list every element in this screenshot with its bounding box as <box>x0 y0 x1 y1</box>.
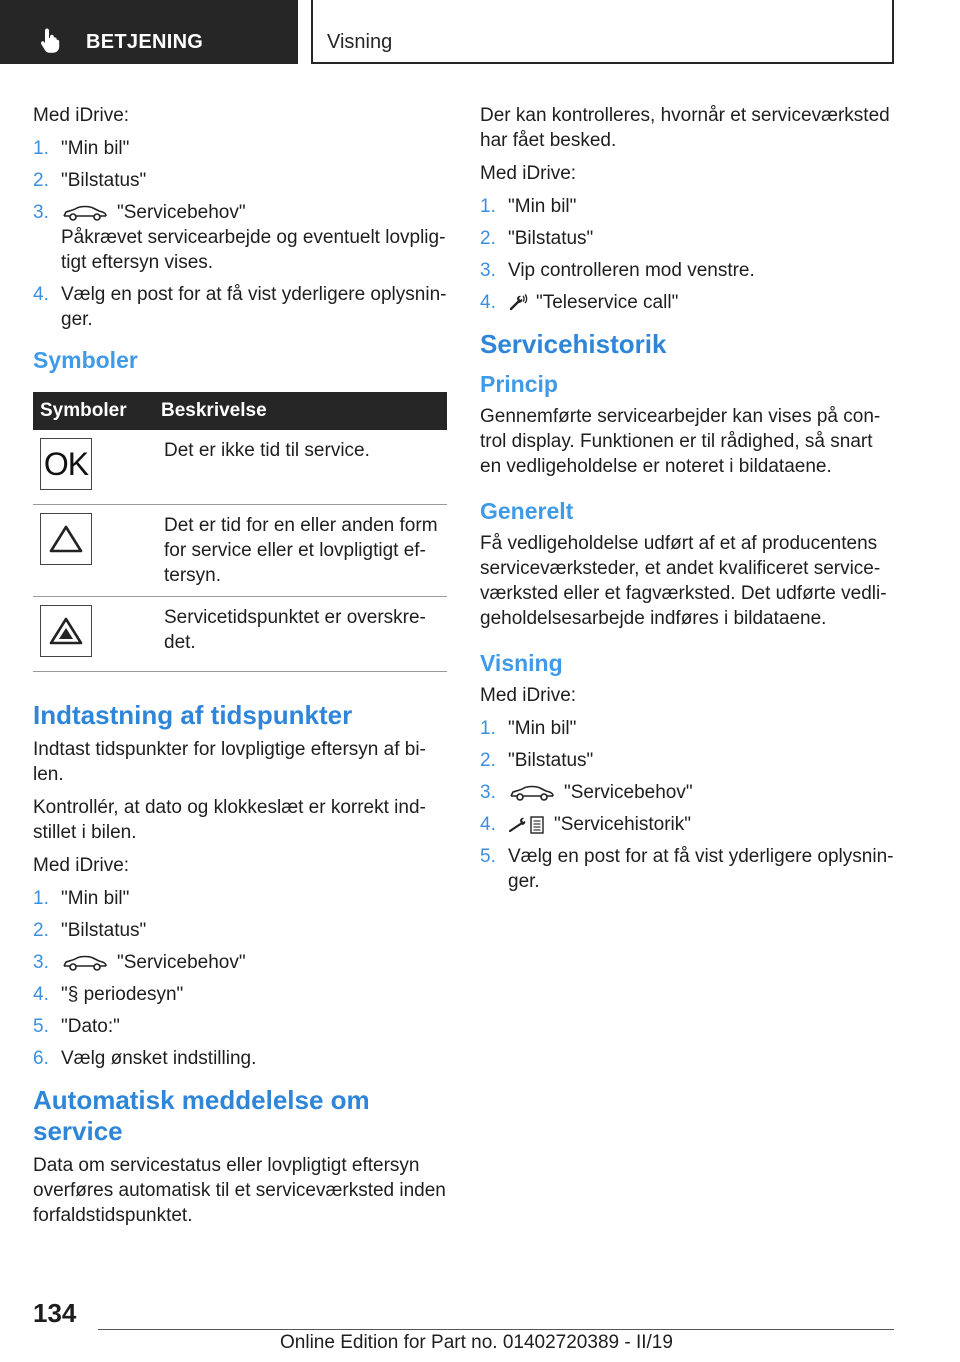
list-text: "Min bil" <box>508 196 577 217</box>
table-header-row <box>33 392 447 430</box>
princip-text: Gennemførte servicearbejder kan vises på con-trol display. Funktionen er til rådighed, så snart en vedligeholdelse er noteret i bildataene. <box>480 406 881 477</box>
steps-list-3 <box>480 194 894 315</box>
list-text: Vip controlleren mod venstre. <box>508 260 755 281</box>
list-text: "Min bil" <box>61 138 130 159</box>
list-item <box>33 168 447 193</box>
section-label: BETJENING <box>86 31 204 53</box>
list-text: "Servicebehov" <box>117 952 246 973</box>
topic-tab <box>311 0 894 64</box>
list-text: "Bilstatus" <box>508 228 594 249</box>
topic-label: Visning <box>327 31 393 53</box>
input-text-1: Indtast tidspunkter for lovpligtige eftersyn af bi-len. <box>33 739 426 785</box>
list-number: 1. <box>33 138 49 159</box>
ok-symbol <box>40 438 92 490</box>
princip-heading: Princip <box>480 371 558 397</box>
page-number: 134 <box>33 1298 77 1328</box>
input-text-3: Med iDrive: <box>33 855 130 876</box>
description-cell: Det er tid for en eller anden form for service eller et lovpligtigt ef-tersyn. <box>154 505 447 597</box>
list-number: 3. <box>33 952 49 973</box>
input-heading: Indtastning af tidspunkter <box>33 700 353 730</box>
list-item <box>480 226 894 251</box>
list-item <box>33 950 447 975</box>
list-number: 2. <box>480 228 496 249</box>
wrench-phone-icon <box>508 294 528 312</box>
list-text: "Min bil" <box>508 718 577 739</box>
steps-list-4 <box>480 716 894 894</box>
list-text: "Bilstatus" <box>61 920 147 941</box>
footer-divider <box>98 1329 894 1330</box>
table-row <box>33 597 447 672</box>
list-note: Påkrævet servicearbejde og eventuelt lovplig-tigt eftersyn vises. <box>61 227 446 273</box>
list-number: 3. <box>480 782 496 803</box>
list-item <box>33 1046 447 1071</box>
list-number: 2. <box>480 750 496 771</box>
list-number: 4. <box>480 814 496 835</box>
list-item <box>33 886 447 911</box>
list-item <box>480 258 894 283</box>
list-item <box>480 194 894 219</box>
list-number: 3. <box>480 260 496 281</box>
car-service-icon <box>61 955 109 971</box>
symbol-cell <box>33 430 154 505</box>
symbols-heading: Symboler <box>33 347 138 373</box>
visning-heading: Visning <box>480 650 563 676</box>
list-text: "Min bil" <box>61 888 130 909</box>
list-item <box>33 282 447 332</box>
list-number: 2. <box>33 920 49 941</box>
history-heading: Servicehistorik <box>480 329 667 359</box>
list-text: Vælg en post for at få vist yderligere oplysnin-ger. <box>61 284 447 330</box>
table-header: Symboler <box>33 392 154 430</box>
list-text: "Teleservice call" <box>536 292 679 313</box>
list-text: "Servicebehov" <box>564 782 693 803</box>
hand-pointer-icon <box>40 27 62 53</box>
list-number: 3. <box>33 202 49 223</box>
warning-triangle-icon <box>40 513 92 565</box>
list-number: 1. <box>33 888 49 909</box>
list-item <box>33 918 447 943</box>
car-service-icon <box>508 785 556 801</box>
ok-symbol-text: OK <box>43 445 89 482</box>
left-column <box>33 103 447 1236</box>
list-number: 4. <box>33 284 49 305</box>
list-item <box>480 844 894 894</box>
list-text: Vælg ønsket indstilling. <box>61 1048 257 1069</box>
warning-triangle-filled-icon <box>40 605 92 657</box>
table-row <box>33 505 447 597</box>
visning-text: Med iDrive: <box>480 685 577 706</box>
check-text: Der kan kontrolleres, hvornår et serviceværksted har fået besked. <box>480 105 890 151</box>
car-service-icon <box>61 205 109 221</box>
list-item <box>480 748 894 773</box>
steps-list-1 <box>33 136 447 332</box>
symbol-cell <box>33 505 154 597</box>
auto-text: Data om servicestatus eller lovpligtigt eftersyn overføres automatisk til et serviceværksted inden forfaldstidspunktet. <box>33 1155 446 1226</box>
list-text: "§ periodesyn" <box>61 984 184 1005</box>
generelt-text: Få vedligeholdelse udført af et af producentens serviceværksteder, et andet kvalificeret service-værksted eller et fagværksted. Det udførte vedli-geholdelsesarbejde indføres i bildataene. <box>480 533 887 629</box>
list-item <box>33 136 447 161</box>
symbols-table <box>33 392 447 672</box>
idrive-text: Med iDrive: <box>480 163 577 184</box>
list-number: 5. <box>480 846 496 867</box>
list-item <box>33 1014 447 1039</box>
list-item <box>480 716 894 741</box>
list-text: "Bilstatus" <box>61 170 147 191</box>
list-item <box>480 812 894 837</box>
description-cell: Det er ikke tid til service. <box>154 430 447 505</box>
right-column <box>480 103 894 908</box>
list-number: 1. <box>480 196 496 217</box>
list-text: Vælg en post for at få vist yderligere oplysnin-ger. <box>508 846 894 892</box>
description-cell: Servicetidspunktet er overskre-det. <box>154 597 447 672</box>
list-number: 6. <box>33 1048 49 1069</box>
symbol-cell <box>33 597 154 672</box>
auto-heading: Automatisk meddelelse om service <box>33 1085 370 1146</box>
table-header: Beskrivelse <box>154 392 447 430</box>
steps-list-2 <box>33 886 447 1071</box>
list-text: "Servicehistorik" <box>554 814 692 835</box>
generelt-heading: Generelt <box>480 498 574 524</box>
edition-note: Online Edition for Part no. 01402720389 - II/19 <box>280 1332 673 1353</box>
list-text: "Dato:" <box>61 1016 120 1037</box>
list-item <box>33 982 447 1007</box>
list-number: 1. <box>480 718 496 739</box>
list-item <box>480 780 894 805</box>
intro-text: Med iDrive: <box>33 105 130 126</box>
input-text-2: Kontrollér, at dato og klokkeslæt er korrekt ind-stillet i bilen. <box>33 797 426 843</box>
service-history-icon <box>508 815 546 835</box>
list-number: 5. <box>33 1016 49 1037</box>
list-text: "Bilstatus" <box>508 750 594 771</box>
list-number: 4. <box>480 292 496 313</box>
list-number: 2. <box>33 170 49 191</box>
table-row <box>33 430 447 505</box>
list-text: "Servicebehov" <box>117 202 246 223</box>
list-item <box>480 290 894 315</box>
section-tab <box>0 0 298 64</box>
list-number: 4. <box>33 984 49 1005</box>
list-item <box>33 200 447 275</box>
